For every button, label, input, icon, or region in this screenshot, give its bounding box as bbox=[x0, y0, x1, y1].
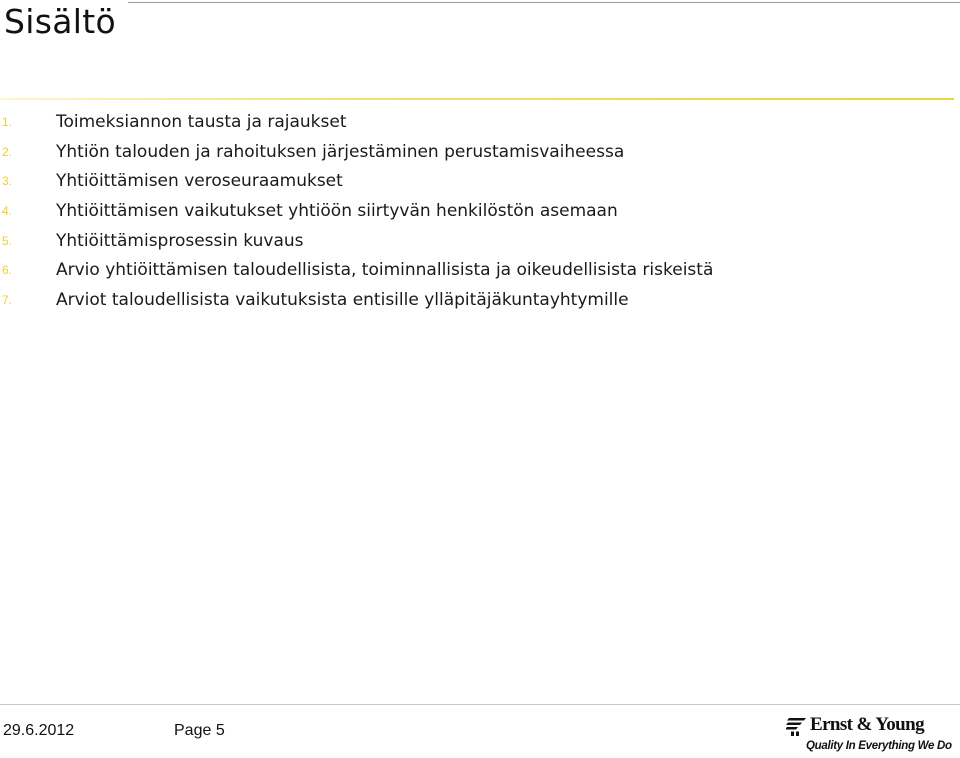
toc-item-number: 7. bbox=[2, 293, 13, 308]
toc-item-text: Yhtiöittämisprosessin kuvaus bbox=[56, 230, 304, 251]
toc-item-number: 2. bbox=[2, 144, 13, 159]
toc-item-number: 3. bbox=[2, 174, 13, 189]
logo-tagline: Quality In Everything We Do bbox=[806, 740, 952, 752]
slide-title: Sisältö bbox=[4, 2, 116, 41]
footer-date: 29.6.2012 bbox=[3, 722, 75, 739]
toc-item-text: Yhtiöittämisen vaikutukset yhtiöön siirtyvän henkilöstön asemaan bbox=[56, 201, 618, 222]
logo-wordmark: Ernst & Young bbox=[810, 714, 924, 735]
toc-item-number: 6. bbox=[2, 263, 13, 278]
toc-item-text: Arvio yhtiöittämisen taloudellisista, toiminnallisista ja oikeudellisista riskeistä bbox=[56, 260, 714, 281]
footer-divider bbox=[0, 704, 960, 705]
toc-item-number: 1. bbox=[2, 115, 13, 129]
toc-item-text: Toimeksiannon tausta ja rajaukset bbox=[56, 112, 347, 132]
toc-item-number: 5. bbox=[2, 233, 13, 248]
title-accent-divider bbox=[0, 98, 954, 100]
company-logo bbox=[786, 714, 958, 758]
toc-item-text: Arviot taloudellisista vaikutuksista entisille ylläpitäjäkuntayhtymille bbox=[56, 290, 629, 311]
ernst-young-logo-mark-icon bbox=[786, 718, 806, 736]
toc-item-text: Yhtiön talouden ja rahoituksen järjestäminen perustamisvaiheessa bbox=[56, 141, 625, 162]
toc-item-text: Yhtiöittämisen veroseuraamukset bbox=[56, 171, 343, 192]
toc-item-number: 4. bbox=[2, 204, 13, 219]
page-number: Page 5 bbox=[174, 722, 225, 739]
top-divider bbox=[128, 2, 960, 3]
